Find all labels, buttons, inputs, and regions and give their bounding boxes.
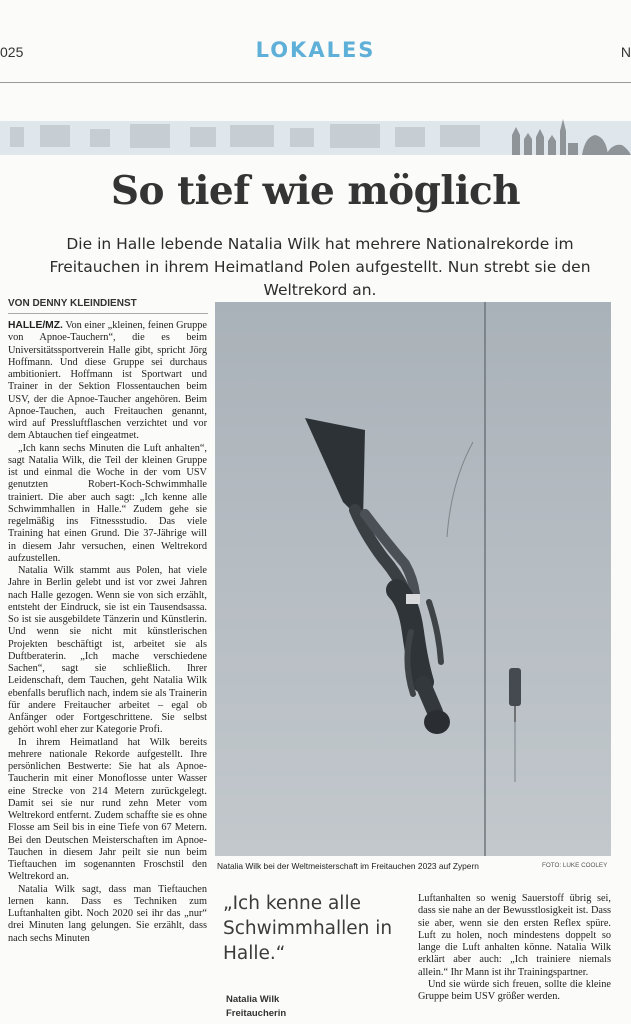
header-divider <box>0 82 631 83</box>
pull-quote: „Ich kenne alle Schwimmhallen in Halle.“ <box>223 893 393 964</box>
paragraph: Luftanhalten so wenig Sauerstoff übrig sei, dass sie nahe an der Bewusstlosigkeit ist. Dass sie aber, wenn sie den ersten Reflex spüre. Luft zu holen, noch mindestens doppelt so lange die Luft anhalten könne. Natalia Wilk erklärt aber auch: „Ich trainiere niemals allein.“ Ihr Mann ist ihr Trainingspartner. <box>418 893 611 978</box>
photo-credit: FOTO: LUKE COOLEY <box>542 862 608 869</box>
byline-divider <box>8 313 208 314</box>
dateline: HALLE/MZ. <box>8 320 63 331</box>
page-date-fragment: 025 <box>0 44 24 60</box>
article-byline: VON DENNY KLEINDIENST <box>8 298 137 309</box>
paragraph: Natalia Wilk sagt, dass man Tieftauchen lernen kann. Dass es Techniken zum Luftanhalten gibt. Noch 2020 sei ihr das „nur“ drei Minuten lang gelungen. Sie erzählt, dass nach sechs Minuten <box>8 883 207 944</box>
paragraph <box>8 320 207 443</box>
article-headline: So tief wie möglich <box>110 168 521 214</box>
article-column-1 <box>8 320 207 1024</box>
paragraph-text: Von einer „kleinen, feinen Gruppe von Apnoe-Tauchern“, die es beim Universitätssportverein Halle gibt, spricht Jörg Hoffmann. Und diese Gruppe sei durchaus ambitioniert. Hoffmann ist Sportwart und Trainer in der Sektion Flossentauchen beim USV, der die Apnoe-Taucher angehören. Beim Apnoe-Tauchen, auch Freitauchen genannt, wird auf Pressluftflaschen verzichtet und vor dem Abtauchen tief eingeatmet. <box>8 320 207 442</box>
pull-quote-role: Freitaucherin <box>226 1008 287 1019</box>
paragraph: Natalia Wilk stammt aus Polen, hat viele Jahre in Berlin gelebt und ist vor zwei Jahren nach Halle gezogen. Wenn sie von sich erzählt, entsteht der Eindruck, sie ist ein Tausendsassa. So ist sie ausgebildete Tänzerin und Künstlerin. Und wenn sie nicht mit künstlerischen Projekten beschäftigt ist, arbeitet sie als Duftberaterin. „Ich mache verschiedene Sachen“, sagt sie schließlich. Ihrer Leidenschaft, dem Tauchen, geht Natalia Wilk ebenfalls beruflich nach, indem sie als Trainerin für andere Freitaucher arbeitet – egal ob Anfänger oder Fortgeschrittene. Sie selbst gehört wohl eher zur Kategorie Profi. <box>8 565 207 736</box>
city-skyline-banner <box>0 115 631 161</box>
section-title: LOKALES <box>255 38 376 62</box>
pull-quote-name: Natalia Wilk <box>226 994 280 1005</box>
article-deck: Die in Halle lebende Natalia Wilk hat mehrere Nationalrekorde im Freitauchen in ihrem Heimatland Polen aufgestellt. Nun strebt sie den Weltrekord an. <box>49 235 591 299</box>
page-edge-fragment: N <box>620 44 631 60</box>
paragraph: Und sie würde sich freuen, sollte die kleine Gruppe beim USV größer werden. <box>418 978 611 1002</box>
photo-caption: Natalia Wilk bei der Weltmeisterschaft im Freitauchen 2023 auf Zypern <box>217 861 479 871</box>
paragraph: „Ich kann sechs Minuten die Luft anhalten“, sagt Natalia Wilk, die Teil der kleinen Gruppe ist und einmal die Woche in der vom USV genutzten Robert-Koch-Schwimmhalle trainiert. Die aber auch sagt: „Ich kenne alle Schwimmhallen in Halle.“ Zudem gehe sie regelmäßig ins Fitnessstudio. Das viele Training hat einen Grund. Die 37-Jährige will in diesem Jahr versuchen, einen Weltrekord aufzustellen. <box>8 442 207 564</box>
article-photo <box>215 302 611 856</box>
paragraph: In ihrem Heimatland hat Wilk bereits mehrere nationale Rekorde aufgestellt. Ihre persönlichen Bestwerte: Sie hat als Apnoe-Taucherin mit einer Monoflosse unter Wasser eine Strecke von 214 Metern zurückgelegt. Damit sei sie nur rund zehn Meter vom Weltrekord entfernt. Zudem schaffte sie es ohne Flosse am Seil bis in eine Tiefe von 67 Metern. Bei den Deutschen Meisterschaften im Apnoe-Tauchen in diesem Jahr peilt sie nun beim Tieftauchen im sogenannten Froschstil den Weltrekord an. <box>8 736 207 883</box>
freediver-photo <box>215 302 611 856</box>
article-column-3 <box>418 893 611 1024</box>
